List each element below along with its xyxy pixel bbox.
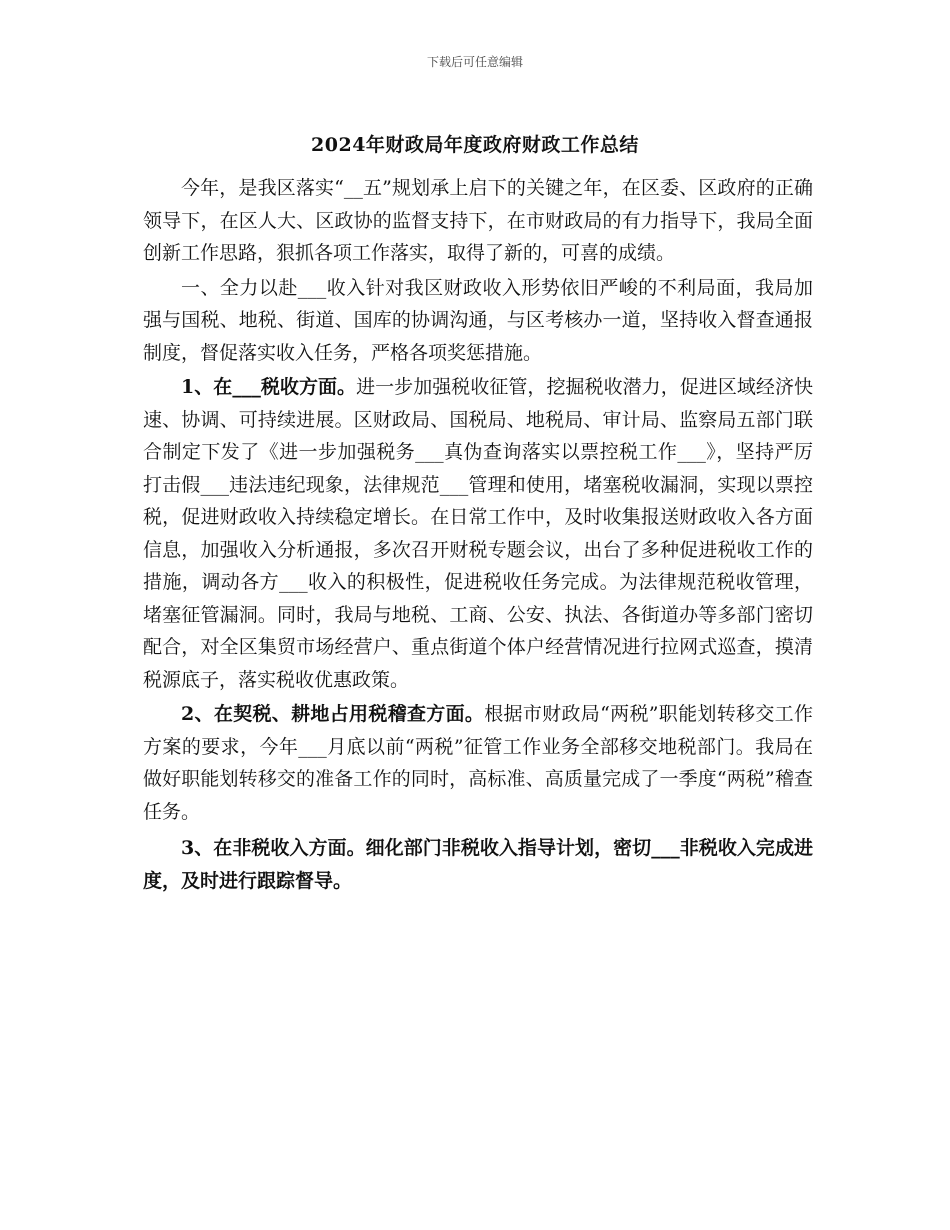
paragraph-section-1 (143, 272, 813, 370)
document-title: 2024年财政局年度政府财政工作总结 (311, 134, 639, 156)
paragraph-text: 一、全力以赴___收入针对我区财政收入形势依旧严峻的不利局面，我局加强与国税、地税、街道、国库的协调沟通，与区考核办一道，坚持收入督查通报制度，督促落实收入任务，严格各项奖惩措施。 (143, 276, 813, 364)
paragraph-lead: 2、在契税、耕地占用税稽查方面。 (181, 703, 485, 725)
paragraph-intro (143, 172, 813, 270)
paragraph-text: 根据市财政局“两税”职能划转移交工作方案的要求，今年___月底以前“两税”征管工作业务全部移交地税部门。我局在做好职能划转移交的准备工作的同时，高标准、高质量完成了一季度“两税”稽查任务。 (143, 703, 813, 823)
paragraph-item-3 (143, 832, 813, 897)
paragraph-text: 3、在非税收入方面。细化部门非税收入指导计划，密切___非税收入完成进度，及时进行跟踪督导。 (143, 837, 813, 892)
paragraph-text: 今年，是我区落实“__五”规划承上启下的关键之年，在区委、区政府的正确领导下，在区人大、区政协的监督支持下，在市财政局的有力指导下，我局全面创新工作思路，狠抓各项工作落实，取得了新的，可喜的成绩。 (143, 177, 813, 264)
paragraph-lead: 1、在___税收方面。 (181, 376, 357, 398)
paragraph-item-2 (143, 698, 813, 828)
paragraph-item-1 (143, 371, 813, 696)
paragraph-text: 进一步加强税收征管，挖掘税收潜力，促进区域经济快速、协调、可持续进展。区财政局、国税局、地税局、审计局、监察局五部门联合制定下发了《进一步加强税务___真伪查询落实以票控税工作___》，坚持严厉打击假___违法违纪现象，法律规范___管理和使用，堵塞税收漏洞，实现以票控税，促进财政收入持续稳定增长。在日常工作中，及时收集报送财政收入各方面信息，加强收入分析通报，多次召开财税专题会议，出台了多种促进税收工作的措施，调动各方___收入的积极性，促进税收任务完成。为法律规范税收管理，堵塞征管漏洞。同时，我局与地税、工商、公安、执法、各街道办等多部门密切配合，对全区集贸市场经营户、重点街道个体户经营情况进行拉网式巡查，摸清税源底子，落实税收优惠政策。 (143, 376, 813, 691)
header-note: 下载后可任意编辑 (426, 55, 523, 69)
document-body (143, 172, 813, 897)
